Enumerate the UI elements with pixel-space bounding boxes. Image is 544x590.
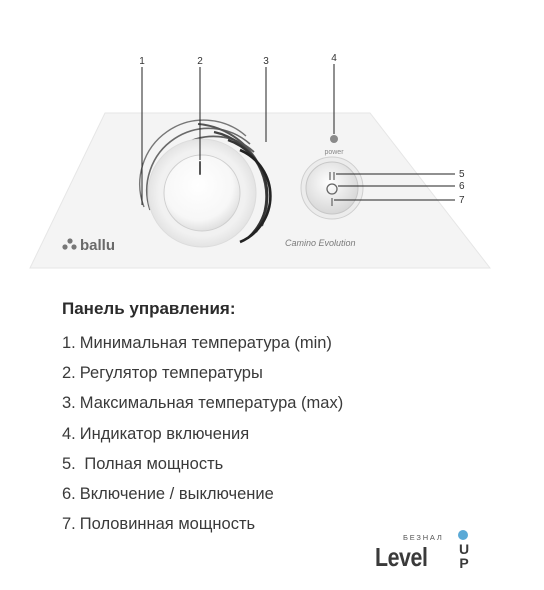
model-name: Camino Evolution: [285, 238, 356, 248]
watermark-small-text: БЕЗНАЛ: [403, 533, 444, 542]
legend-item-number: 4.: [62, 424, 76, 443]
legend-list: [62, 328, 502, 539]
callout-2: 2: [197, 56, 203, 67]
legend-item-text: Минимальная температура (min): [79, 334, 332, 352]
legend-item-text: Регулятор температуры: [79, 364, 263, 383]
legend-item-4: [62, 419, 502, 449]
callout-1: 1: [139, 56, 145, 67]
legend-item-2: [62, 358, 502, 388]
switch-body[interactable]: [306, 162, 358, 214]
legend-item-number: 1.: [62, 334, 76, 352]
legend: [62, 298, 502, 539]
levelup-watermark-logo: [375, 530, 495, 578]
callout-7: 7: [459, 195, 465, 206]
legend-item-number: 2.: [62, 364, 76, 383]
ballu-logo-blade-icon-1: [67, 238, 72, 243]
legend-item-1: [62, 328, 502, 358]
watermark-up: [457, 536, 471, 570]
legend-item-number: 7.: [62, 515, 76, 534]
power-label: power: [324, 149, 344, 156]
legend-item-3: [62, 388, 502, 418]
callout-4: 4: [331, 53, 337, 64]
legend-item-5: [62, 449, 502, 479]
legend-item-text: Включение / выключение: [79, 484, 274, 503]
legend-item-6: [62, 479, 502, 509]
watermark-up-p: P: [459, 555, 469, 571]
control-panel-diagram: [0, 0, 544, 290]
legend-item-text: Индикатор включения: [79, 424, 250, 443]
power-switch[interactable]: [301, 157, 363, 219]
legend-item-number: 6.: [62, 484, 76, 503]
legend-title: Панель управления:: [62, 299, 236, 318]
legend-item-number: 5.: [62, 454, 76, 473]
legend-item-number: 3.: [62, 394, 76, 413]
power-indicator-led: [330, 135, 338, 143]
ballu-logo-blade-icon-3: [71, 244, 76, 249]
legend-item-text: Полная мощность: [79, 454, 224, 473]
callout-5: 5: [459, 169, 465, 180]
callout-6: 6: [459, 181, 465, 192]
temperature-knob[interactable]: [164, 155, 240, 231]
watermark-word: Level: [375, 542, 428, 572]
watermark-up-u: U: [458, 541, 470, 557]
legend-item-text: Максимальная температура (max): [79, 394, 344, 413]
callout-3: 3: [263, 56, 269, 67]
legend-item-text: Половинная мощность: [79, 515, 256, 534]
brand-name: ballu: [80, 237, 116, 254]
ballu-logo-blade-icon-2: [62, 244, 67, 249]
